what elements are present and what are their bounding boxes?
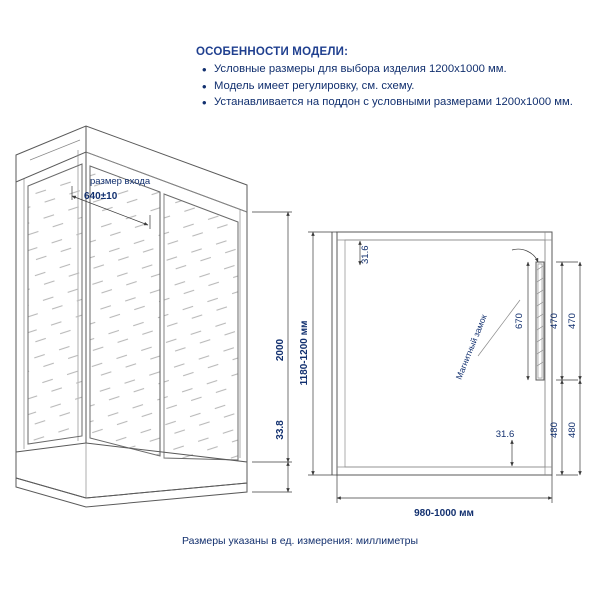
dimension-plan-depth: [299, 232, 337, 475]
list-item: • Модель имеет регулировку, см. схему.: [214, 79, 586, 95]
dimension-door-670: [514, 262, 528, 380]
label-entrance-title: размер входа: [90, 176, 151, 187]
label-magnetic-lock: Магнитный замок: [453, 312, 489, 381]
label-plan-width: 980-1000 мм: [414, 508, 474, 519]
label-door-480-outer: 480: [567, 422, 578, 438]
label-door-670: 670: [514, 313, 525, 329]
dimension-profile-top: [360, 241, 371, 265]
dimension-door-480: [549, 380, 580, 475]
label-door-470-outer: 470: [567, 313, 578, 329]
list-item: • Устанавливается на поддон с условными размерами 1200x1000 мм.: [214, 95, 586, 111]
label-entrance-value: 640±10: [84, 191, 118, 202]
label-door-480-inner: 480: [549, 422, 560, 438]
list-item: • Условные размеры для выбора изделия 1200x1000 мм.: [214, 62, 586, 78]
right-plan-view: [299, 232, 580, 519]
label-profile-bottom: 31.6: [495, 429, 515, 440]
features-title: ОСОБЕННОСТИ МОДЕЛИ:: [196, 46, 349, 58]
dimension-total-height: [252, 212, 292, 492]
label-adjust-height: 33.8: [275, 420, 286, 440]
left-isometric-view: [16, 126, 292, 507]
dimension-profile-bottom: [496, 429, 515, 466]
label-total-height: 2000: [275, 338, 286, 362]
dimension-plan-width: [337, 475, 552, 519]
dimension-door-470: [549, 262, 580, 380]
label-profile-top: 31.6: [360, 245, 371, 264]
label-plan-depth: 1180-1200 мм: [299, 320, 310, 386]
label-door-470-inner: 470: [549, 313, 560, 329]
features-notes: [196, 46, 586, 112]
features-list: [196, 62, 586, 111]
units-footnote: Размеры указаны в ед. измерения: миллиметры: [181, 535, 419, 547]
